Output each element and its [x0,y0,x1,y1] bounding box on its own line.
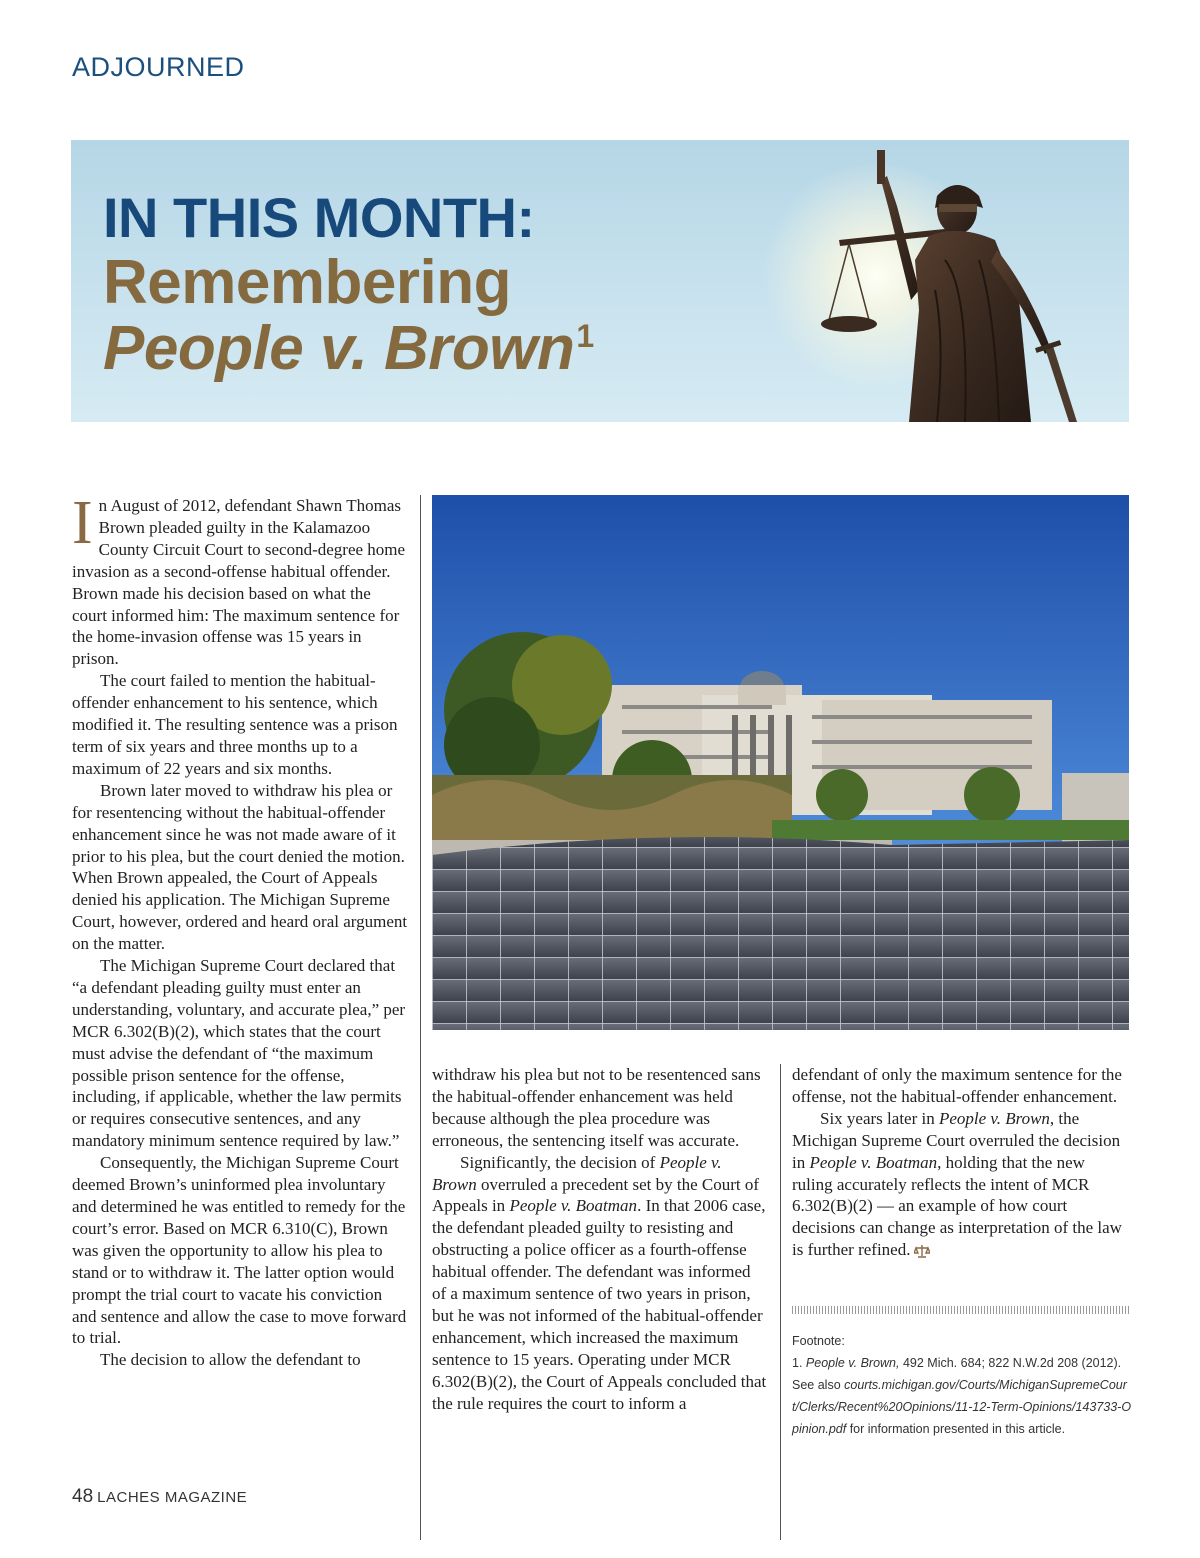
article-paragraph: The Michigan Supreme Court declared that “a defendant pleading guilty must enter an understanding, voluntary, and accurate plea,” per MCR 6.302(B)(2), which states that the court must advise the defendant of “the maximum possible prison sentence for the offense, including, if applicable, whether the law permits or requires consecutive sentences, and any mandatory minimum sentence required by law.” [72,956,406,1151]
case-name: People v. Boatman [509,1196,638,1216]
footnote-number: 1. [792,1356,806,1370]
case-name: People v. Brown [432,1152,722,1194]
court-building-photo [432,495,1129,1030]
title-line-3 [103,314,594,383]
title-footnote-ref: 1 [576,318,594,354]
article-paragraph [72,489,408,670]
article-column-1 [72,489,408,1371]
article-column-3 [792,1064,1128,1261]
article-paragraph: The court failed to mention the habitual-offender enhancement to his sentence, which modified it. The resulting sentence was a prison term of six years and three months up to a maximum of 22 years and six months. [72,671,398,778]
drop-cap: I [72,489,93,557]
footnote-tail: for information presented in this article. [846,1422,1066,1436]
footnote-case: People v. Brown, [805,1356,900,1370]
title-line-1: IN THIS MONTH: [103,186,535,249]
text-run: , the Michigan Supreme Court overruled the decision in [792,1108,1121,1172]
footnote-separator [792,1306,1129,1314]
michigan-hall-of-justice-icon [432,495,1129,1030]
page-footer [72,1486,247,1508]
article-paragraph: Consequently, the Michigan Supreme Court deemed Brown’s uninformed plea involuntary and determined he was entitled to remedy for the court’s error. Based on MCR 6.310(C), Brown was given the opportunity to allow his plea to stand or to withdraw it. The latter option would prompt the trial court to vacate his conviction and sentence and allow the case to move forward to trial. [72,1153,407,1348]
case-name: People v. Boatman [809,1152,938,1172]
text-run: , holding that the new ruling accurately reflects the intent of MCR 6.302(B)(2) — an example of how court decisions can change as interpretation of the law is further refined. [792,1152,1122,1260]
article-paragraph: withdraw his plea but not to be resentenced sans the habitual-offender enhancement was held because although the plea procedure was erroneous, the sentencing itself was accurate. [432,1065,761,1150]
article-column-2 [432,1064,768,1415]
title-case-name: People v. Brown [103,314,575,383]
case-name: People v. Brown [938,1108,1050,1128]
title-line-2: Remembering [103,248,511,317]
article-paragraph [432,1152,768,1415]
column-divider [780,1064,781,1540]
article-paragraph: The decision to allow the defendant to [100,1350,361,1370]
footnote-url[interactable]: courts.michigan.gov/Courts/MichiganSupremeCourt/Clerks/Recent%20Opinions/11-12-Term-Opinions/143733-Opinion.pdf [792,1378,1132,1436]
text-run: . In that 2006 case, the defendant pleaded guilty to resisting and obstructing a police officer as a fourth-offense habitual offender. The defendant was informed of a maximum sentence of two years in prison, but he was not informed of the habitual-offender enhancement, which increased the maximum sentence to 15 years. Operating under MCR 6.302(B)(2), the Court of Appeals concluded that the rule requires the court to inform a [432,1196,767,1413]
section-label: ADJOURNED [72,52,245,82]
footnote-heading: Footnote: [792,1334,845,1348]
paragraph-text: n August of 2012, defendant Shawn Thomas Brown pleaded guilty in the Kalamazoo County Circuit Court to second-degree home invasion as a second-offense habitual offender. Brown made his decision based on what the court informed him: The maximum sentence for the home-invasion offense was 15 years in prison. [72,496,406,669]
header-banner [71,140,1129,422]
footnote-citation: 492 Mich. 684; 822 N.W.2d 208 (2012). See also [792,1356,1122,1392]
magazine-name: LACHES MAGAZINE [97,1489,248,1506]
footnote [792,1330,1132,1440]
column-divider [420,495,421,1540]
text-run: Significantly, the decision of [460,1152,660,1172]
page-title [103,186,594,383]
scales-end-mark-icon [914,1244,930,1258]
article-paragraph: defendant of only the maximum sentence for the offense, not the habitual-offender enhancement. [792,1065,1122,1106]
justice-statue-icon [769,140,1129,422]
article-paragraph [792,1108,1128,1261]
article-paragraph: Brown later moved to withdraw his plea or for resentencing without the habitual-offender enhancement since he was not made aware of it prior to his plea, but the court denied the motion. When Brown appealed, the Court of Appeals denied his application. The Michigan Supreme Court, however, ordered and heard oral argument on the matter. [72,780,408,954]
text-run: overruled a precedent set by the Court of Appeals in [432,1174,760,1216]
footnote-text [792,1352,1132,1440]
page-number: 48 [72,1486,94,1507]
text-run: Six years later in [820,1108,939,1128]
